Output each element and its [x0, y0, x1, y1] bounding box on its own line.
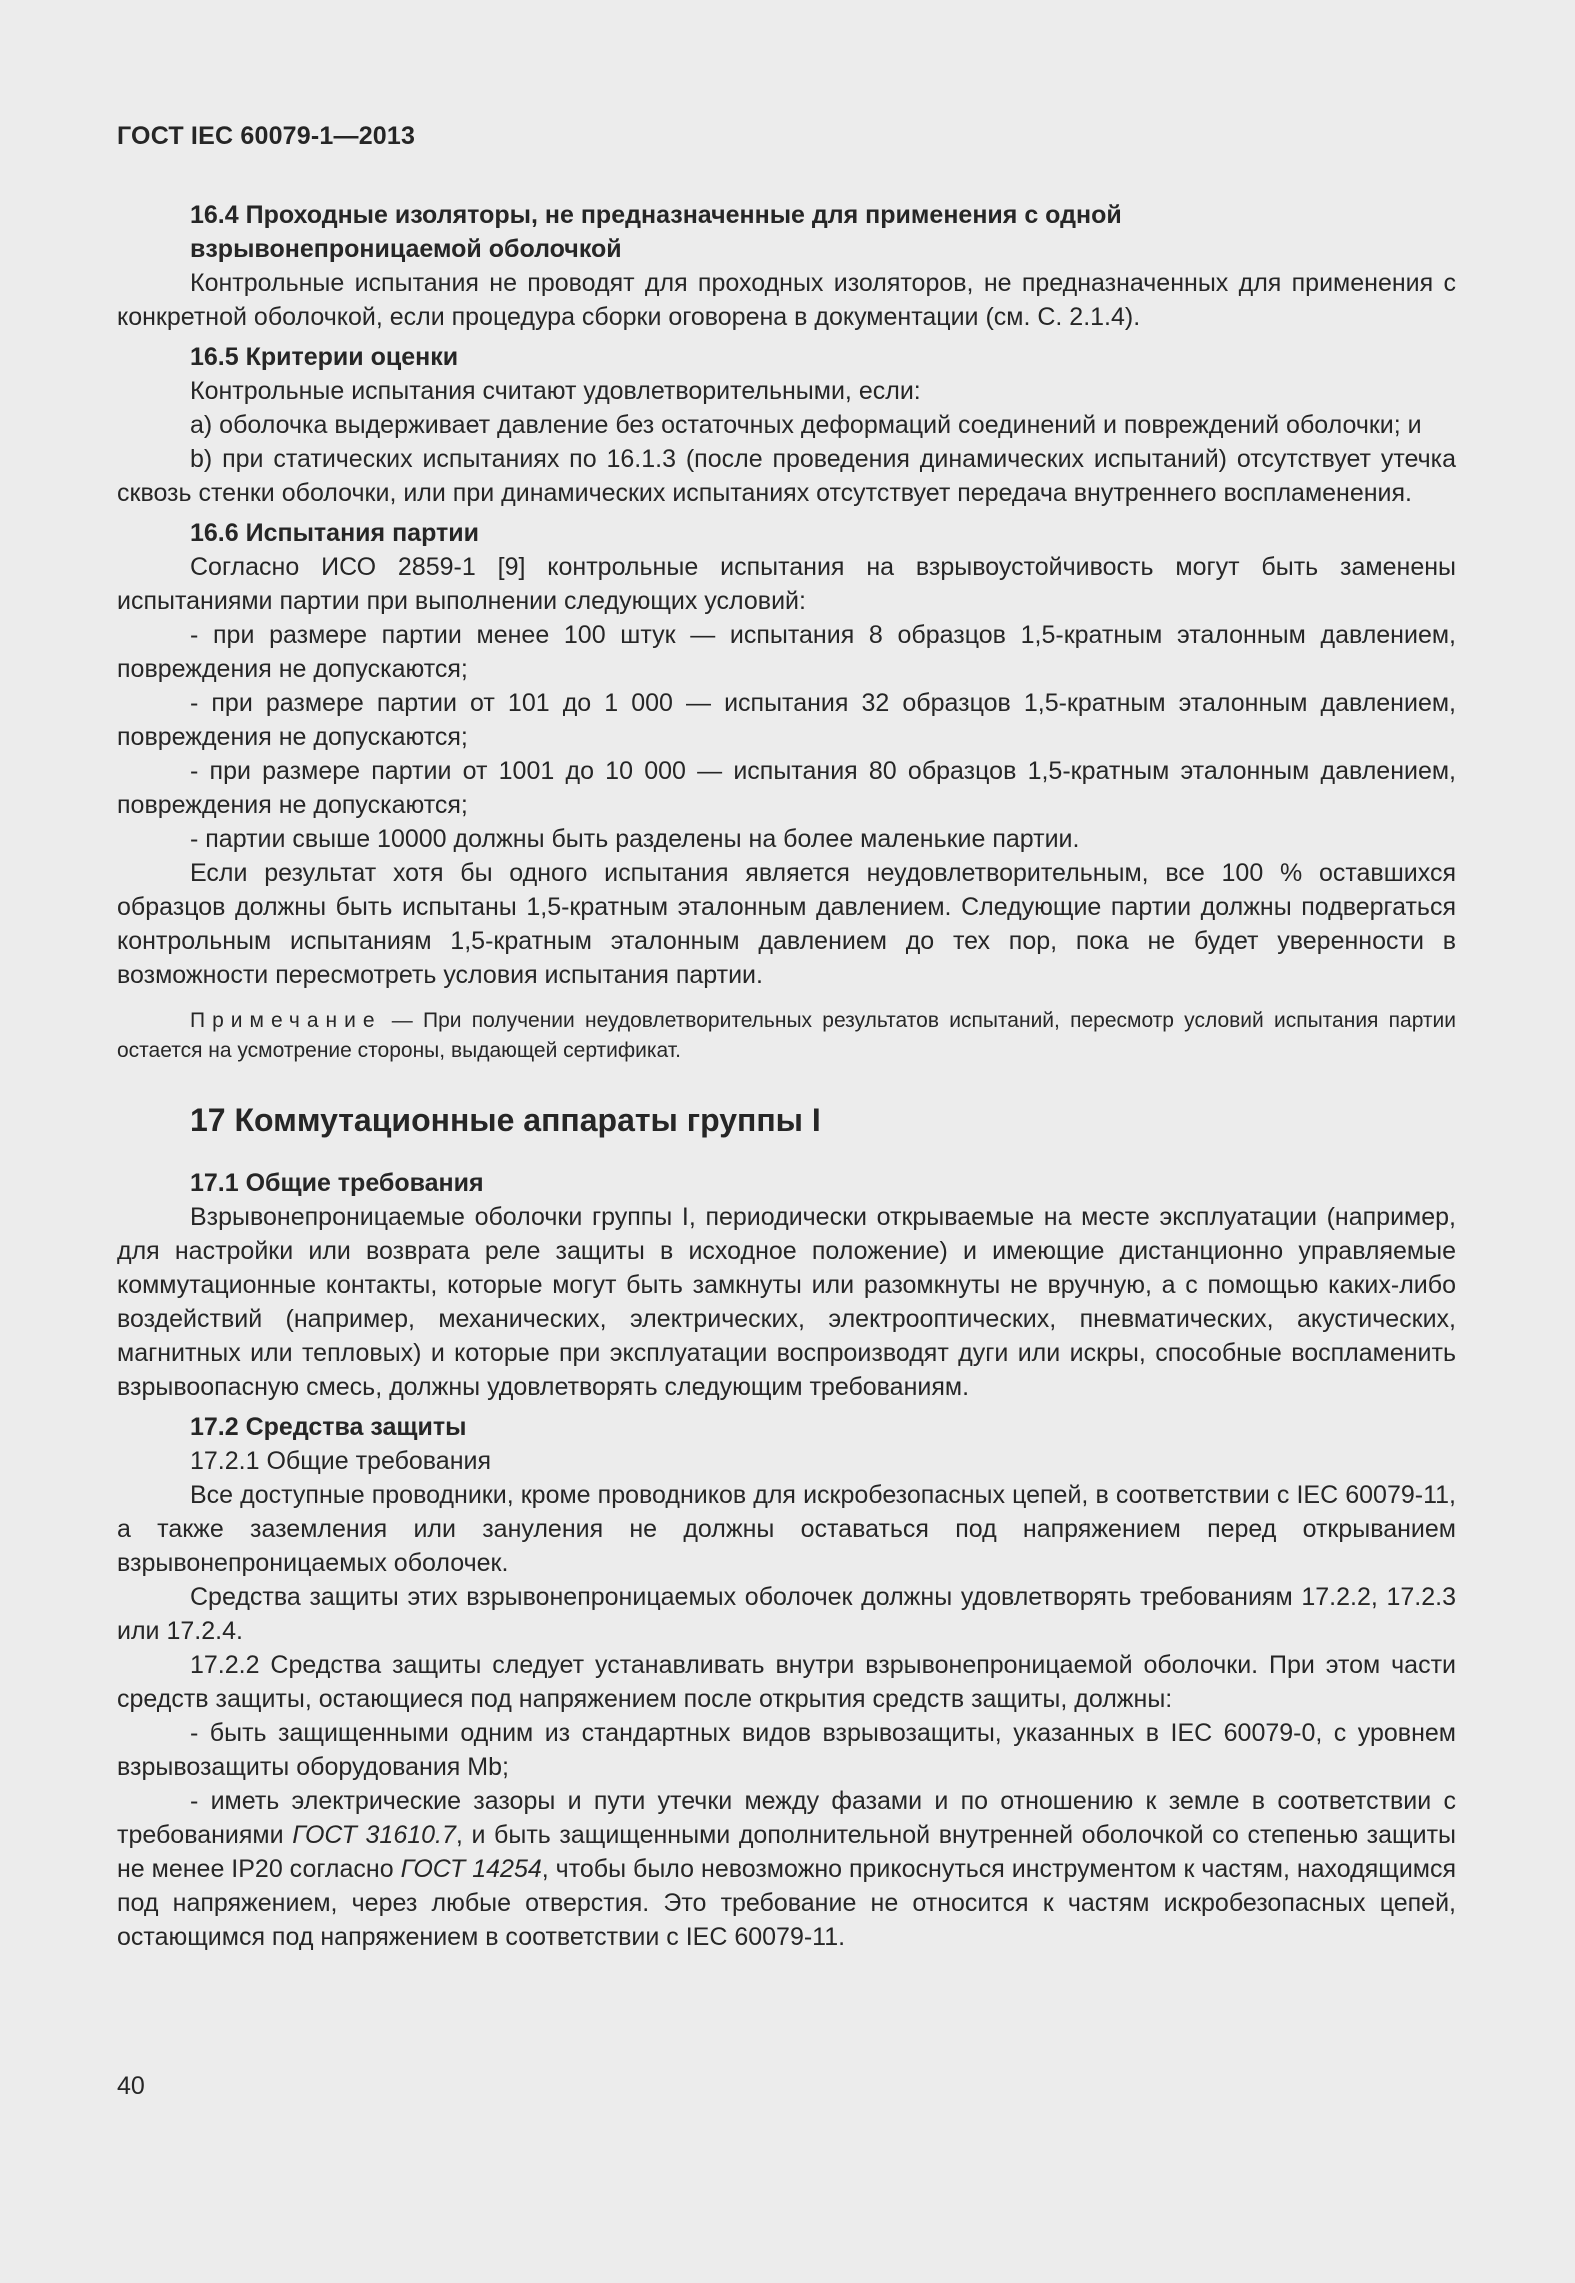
heading-17-2: 17.2 Средства защиты: [190, 1413, 467, 1441]
paragraph: Если результат хотя бы одного испытания является неудовлетворительным, все 100 % оставшихся образцов должны быть испытаны 1,5-кратным эталонным давлением. Следующие партии должны подвергаться контрольным испытаниям 1,5-кратным эталонным давлением до тех пор, пока не будет уверенности в возможности пересмотреть условия испытания партии.: [117, 859, 1456, 989]
heading-17: 17 Коммутационные аппараты группы I: [190, 1102, 821, 1138]
list-item: - при размере партии менее 100 штук — испытания 8 образцов 1,5-кратным эталонным давлением, повреждения не допускаются;: [117, 621, 1456, 683]
text-run: - иметь электрические зазоры и пути утечки между фазами и по отношению к земле в соответствии с требованиями: [117, 1787, 1456, 1849]
running-header: ГОСТ IEC 60079-1—2013: [117, 122, 416, 150]
list-item: - при размере партии от 1001 до 10 000 — испытания 80 образцов 1,5-кратным эталонным давлением, повреждения не допускаются;: [117, 757, 1456, 819]
text-run: , чтобы было невозможно прикоснуться инструментом к частям, находящимся под напряжением, через любые отверстия. Это требование не относится к частям искробезопасных цепей, остающимся под напряжением в соответствии с IEC 60079-11.: [117, 1855, 1457, 1951]
text-run: , и быть защищенными дополнительной внутренней оболочкой со степенью защиты не менее IP20 согласно: [117, 1821, 1457, 1883]
heading-16-4: [117, 198, 1456, 266]
list-item: - при размере партии от 101 до 1 000 — испытания 32 образцов 1,5-кратным эталонным давлением, повреждения не допускаются;: [117, 689, 1456, 751]
note: [117, 1006, 1456, 1066]
heading-16-4-line2: взрывонепроницаемой оболочкой: [190, 235, 622, 263]
paragraph: Контрольные испытания не проводят для проходных изоляторов, не предназначенных для применения с конкретной оболочкой, если процедура сборки оговорена в документации (см. С. 2.1.4).: [117, 269, 1456, 331]
document-body: [117, 198, 1456, 1954]
heading-16-6: 16.6 Испытания партии: [190, 519, 480, 547]
list-item: [117, 1784, 1456, 1954]
paragraph: Средства защиты этих взрывонепроницаемых оболочек должны удовлетворять требованиям 17.2.2, 17.2.3 или 17.2.4.: [117, 1583, 1456, 1645]
list-item: b) при статических испытаниях по 16.1.3 (после проведения динамических испытаний) отсутствует утечка сквозь стенки оболочки, или при динамических испытаниях отсутствует передача внутреннего воспламенения.: [117, 445, 1456, 507]
standard-reference: ГОСТ 14254: [400, 1855, 542, 1883]
note-text: — При получении неудовлетворительных результатов испытаний, пересмотр условий испытания партии остается на усмотрение стороны, выдающей сертификат.: [117, 1009, 1456, 1062]
paragraph: Взрывонепроницаемые оболочки группы I, периодически открываемые на месте эксплуатации (например, для настройки или возврата реле защиты в исходное положение) и имеющие дистанционно управляемые коммутационные контакты, которые могут быть замкнуты или разомкнуты не вручную, а с помощью каких-либо воздействий (например, механических, электрических, электрооптических, пневматических, акустических, магнитных или тепловых) и которые при эксплуатации воспроизводят дуги или искры, способные воспламенить взрывоопасную смесь, должны удовлетворять следующим требованиям.: [117, 1203, 1456, 1401]
paragraph: Все доступные проводники, кроме проводников для искробезопасных цепей, в соответствии с IEC 60079-11, а также заземления или зануления не должны оставаться под напряжением перед открыванием взрывонепроницаемых оболочек.: [117, 1481, 1456, 1577]
list-item: a) оболочка выдерживает давление без остаточных деформаций соединений и повреждений оболочки; и: [190, 411, 1422, 439]
paragraph: 17.2.2 Средства защиты следует устанавливать внутри взрывонепроницаемой оболочки. При этом части средств защиты, остающиеся под напряжением после открытия средств защиты, должны:: [117, 1651, 1456, 1713]
heading-17-1: 17.1 Общие требования: [190, 1169, 484, 1197]
heading-16-4-line1: 16.4 Проходные изоляторы, не предназначенные для применения с одной: [190, 201, 1122, 229]
paragraph: Контрольные испытания считают удовлетворительными, если:: [190, 377, 921, 405]
note-label: Примечание: [190, 1009, 382, 1032]
standard-reference: ГОСТ 31610.7: [292, 1821, 456, 1849]
subheading-17-2-1: 17.2.1 Общие требования: [190, 1447, 492, 1475]
list-item: - быть защищенными одним из стандартных видов взрывозащиты, указанных в IEC 60079-0, с уровнем взрывозащиты оборудования Mb;: [117, 1719, 1456, 1781]
heading-16-5: 16.5 Критерии оценки: [190, 343, 459, 371]
list-item: - партии свыше 10000 должны быть разделены на более маленькие партии.: [190, 825, 1080, 853]
page-number: 40: [117, 2072, 145, 2100]
paragraph: Согласно ИСО 2859-1 [9] контрольные испытания на взрывоустойчивость могут быть заменены испытаниями партии при выполнении следующих условий:: [117, 553, 1456, 615]
